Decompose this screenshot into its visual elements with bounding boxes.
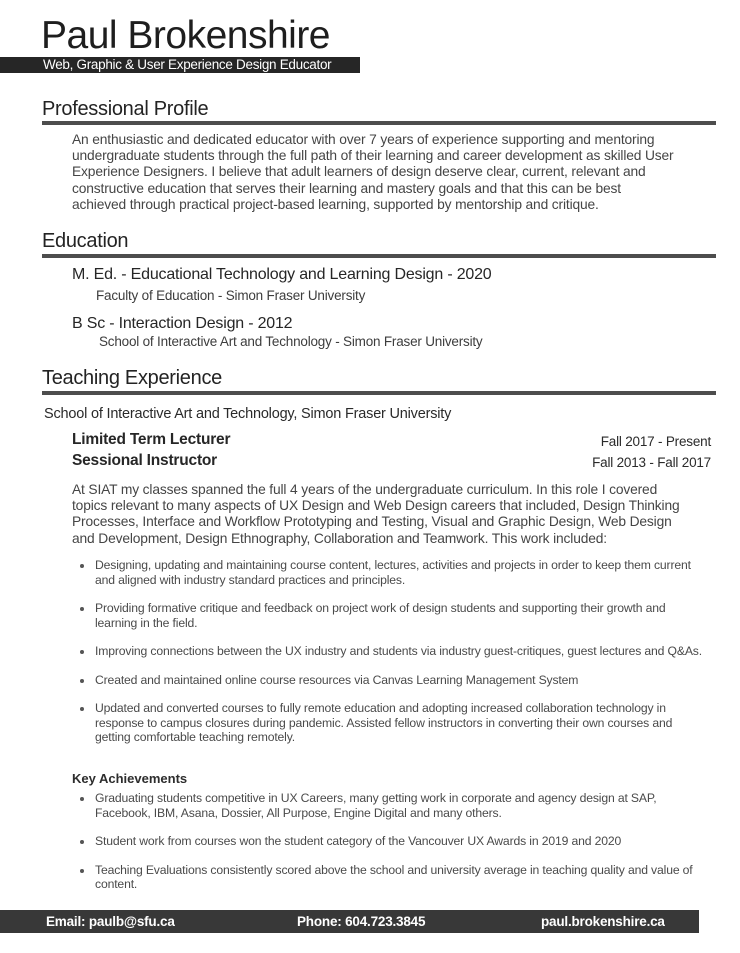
section-title-teaching: Teaching Experience <box>42 367 222 389</box>
profile-line: undergraduate students through the full path of their learning and career development as skilled User <box>72 148 674 164</box>
summary-line: topics relevant to many aspects of UX Design and Web Design careers that included, Design Thinking <box>72 498 680 514</box>
profile-line: Experience Designers. I believe that adult learners of design deserve clear, current, relevant and <box>72 164 646 180</box>
role-title: Limited Term Lecturer <box>72 431 231 448</box>
bullet-icon <box>80 607 84 611</box>
role-dates: Fall 2013 - Fall 2017 <box>592 455 711 470</box>
footer-website[interactable]: paul.brokenshire.ca <box>541 914 665 929</box>
list-item: Providing formative critique and feedback on project work of design students and supporting their growth and learning in the field. <box>78 601 708 630</box>
bullet-icon <box>80 650 84 654</box>
list-item: Designing, updating and maintaining course content, lectures, activities and projects in order to keep them current and aligned with industry standard practices and principles. <box>78 558 708 587</box>
summary-line: At SIAT my classes spanned the full 4 years of the undergraduate curriculum. In this role I covered <box>72 482 658 497</box>
section-divider <box>42 121 716 125</box>
list-item: Updated and converted courses to fully remote education and adopting increased collaboration technology in response to campus closures during pandemic. Assisted fellow instructors in converting their own courses and getting comfortable teaching remotely. <box>78 701 708 745</box>
bullet-icon <box>80 840 84 844</box>
bullet-icon <box>80 707 84 711</box>
profile-line: constructive education that serves their learning and mastery goals and that this can be best <box>72 180 621 196</box>
profile-line: achieved through practical project-based learning, supported by mentorship and critique. <box>72 196 599 212</box>
list-item: Improving connections between the UX industry and students via industry guest-critiques, guest lectures and Q&As. <box>78 644 708 659</box>
profile-text <box>72 132 674 213</box>
list-item: Created and maintained online course resources via Canvas Learning Management System <box>78 673 708 688</box>
achievements-list <box>78 791 708 892</box>
degree-institution: School of Interactive Art and Technology - Simon Fraser University <box>99 334 483 349</box>
section-divider <box>42 391 716 395</box>
section-title-profile: Professional Profile <box>42 98 209 120</box>
contact-footer <box>0 910 699 933</box>
bullet-icon <box>80 679 84 683</box>
footer-email[interactable]: Email: paulb@sfu.ca <box>46 914 175 929</box>
degree-title: B Sc - Interaction Design - 2012 <box>72 315 293 332</box>
role-dates: Fall 2017 - Present <box>600 434 711 449</box>
list-item: Student work from courses won the student category of the Vancouver UX Awards in 2019 and 2020 <box>78 834 708 849</box>
profile-line: An enthusiastic and dedicated educator with over 7 years of experience supporting and mentoring <box>72 132 655 147</box>
degree-institution: Faculty of Education - Simon Fraser University <box>96 288 366 303</box>
summary-line: and Development, Design Ethnography, Collaboration and Teamwork. This work included: <box>72 530 607 546</box>
section-divider <box>42 254 716 258</box>
key-achievements-title: Key Achievements <box>72 771 188 786</box>
section-title-education: Education <box>42 230 129 252</box>
role-title: Sessional Instructor <box>72 452 218 469</box>
list-item: Graduating students competitive in UX Careers, many getting work in corporate and agency design at SAP, Facebook, IBM, Asana, Dossier, All Purpose, Engine Digital and many others. <box>78 791 708 820</box>
footer-phone[interactable]: Phone: 604.723.3845 <box>297 914 426 929</box>
resume-name: Paul Brokenshire <box>41 14 330 57</box>
teaching-summary <box>72 482 680 547</box>
bullet-icon <box>80 797 84 801</box>
summary-line: Processes, Interface and Workflow Prototyping and Testing, Visual and Graphic Design, Web Design <box>72 514 672 530</box>
list-item: Teaching Evaluations consistently scored above the school and university average in teaching quality and value of content. <box>78 863 708 892</box>
resume-tagline: Web, Graphic & User Experience Design Educator <box>43 57 332 72</box>
duties-list <box>78 558 708 745</box>
degree-title: M. Ed. - Educational Technology and Learning Design - 2020 <box>72 266 492 283</box>
bullet-icon <box>80 869 84 873</box>
teaching-school: School of Interactive Art and Technology, Simon Fraser University <box>44 406 452 422</box>
bullet-icon <box>80 564 84 568</box>
